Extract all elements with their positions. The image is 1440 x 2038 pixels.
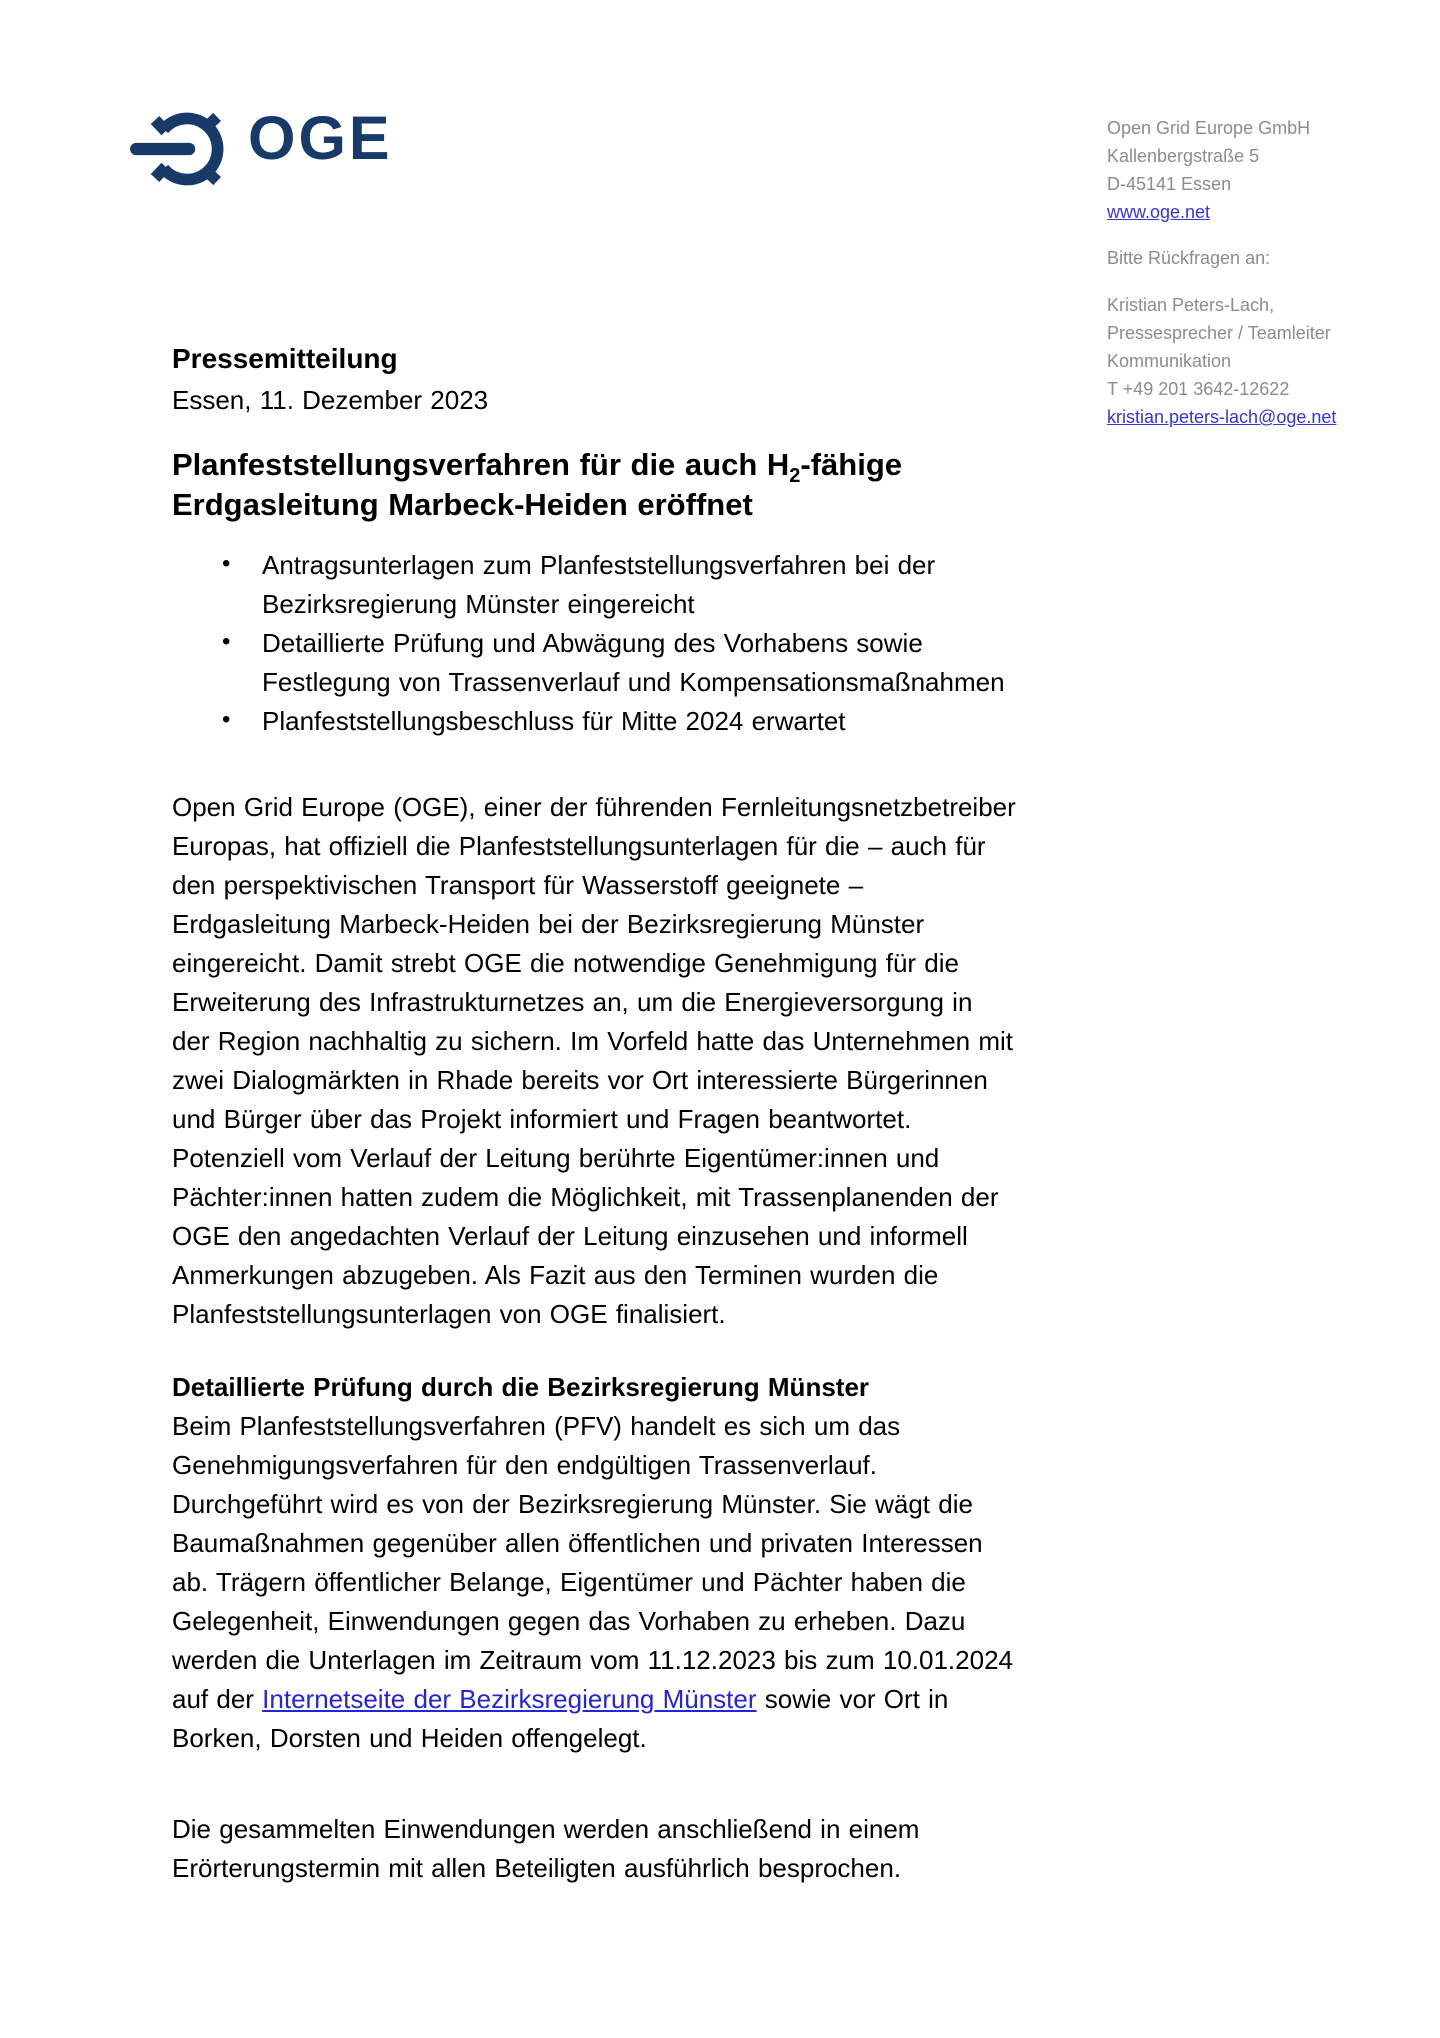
paragraph-1 [172, 788, 1016, 1334]
text-line: Open Grid Europe (OGE), einer der führenden Fernleitungsnetzbetreiber [172, 792, 1016, 822]
bullet-marker-icon: • [222, 706, 231, 733]
text-line: Gelegenheit, Einwendungen gegen das Vorhaben zu erheben. Dazu [172, 1606, 966, 1636]
section-heading: Detaillierte Prüfung durch die Bezirksregierung Münster [172, 1372, 870, 1402]
text-line: und Bürger über das Projekt informiert und Fragen beantwortet. [172, 1104, 912, 1134]
text-line: Antragsunterlagen zum Planfeststellungsverfahren bei der [262, 550, 936, 580]
text-line: Erörterungstermin mit allen Beteiligten ausführlich besprochen. [172, 1853, 902, 1883]
bullet-marker-icon: • [222, 550, 231, 577]
company-street: Kallenbergstraße 5 [1107, 146, 1260, 166]
paragraph-3 [172, 1810, 919, 1888]
text-line: Europas, hat offiziell die Planfeststellungsunterlagen für die – auch für [172, 831, 986, 861]
pipeline-valve-icon [126, 98, 238, 200]
contact-phone: T +49 201 3642-12622 [1107, 379, 1290, 399]
bullet-marker-icon: • [222, 628, 231, 655]
summary-bullet-list [172, 546, 1005, 741]
website-link[interactable]: www.oge.net [1107, 202, 1211, 222]
email-link[interactable]: kristian.peters-lach@oge.net [1107, 407, 1337, 427]
text-line: Planfeststellungsunterlagen von OGE finalisiert. [172, 1299, 726, 1329]
text-line: zwei Dialogmärkten in Rhade bereits vor Ort interessierte Bürgerinnen [172, 1065, 988, 1095]
text-line: OGE den angedachten Verlauf der Leitung einzusehen und informell [172, 1221, 968, 1251]
page-title [172, 445, 902, 525]
contact-intro: Bitte Rückfragen an: [1107, 248, 1271, 268]
text-line: ab. Trägern öffentlicher Belange, Eigentümer und Pächter haben die [172, 1567, 966, 1597]
text-line: der Region nachhaltig zu sichern. Im Vorfeld hatte das Unternehmen mit [172, 1026, 1014, 1056]
contact-sidebar [1107, 114, 1417, 431]
company-city: D-45141 Essen [1107, 174, 1232, 194]
text-line: eingereicht. Damit strebt OGE die notwendige Genehmigung für die [172, 948, 959, 978]
contact-role-2: Kommunikation [1107, 351, 1232, 371]
company-name: Open Grid Europe GmbH [1107, 118, 1311, 138]
title-line-1: Planfeststellungsverfahren für die auch $H_2$-fähige [172, 446, 903, 487]
paragraph-2 [172, 1407, 1013, 1758]
text-line: Planfeststellungsbeschluss für Mitte 2024 erwartet [262, 706, 846, 736]
text-line: Pächter:innen hatten zudem die Möglichkeit, mit Trassenplanenden der [172, 1182, 999, 1212]
contact-role-1: Pressesprecher / Teamleiter [1107, 323, 1331, 343]
bezirksregierung-muenster-link[interactable]: Internetseite der Bezirksregierung Münster [262, 1684, 757, 1714]
list-item [172, 546, 1005, 624]
dateline: Essen, 11. Dezember 2023 [172, 385, 489, 415]
text-line: Erdgasleitung Marbeck-Heiden bei der Bezirksregierung Münster [172, 909, 925, 939]
contact-name: Kristian Peters-Lach, [1107, 295, 1275, 315]
text-line: Genehmigungsverfahren für den endgültigen Trassenverlauf. [172, 1450, 877, 1480]
text-line: Festlegung von Trassenverlauf und Kompensationsmaßnahmen [262, 667, 1005, 697]
text-line: Die gesammelten Einwendungen werden anschließend in einem [172, 1814, 920, 1844]
title-line-2: Erdgasleitung Marbeck-Heiden eröffnet [172, 486, 753, 522]
list-item [172, 624, 1005, 702]
paragraph-2-link-line: auf der Internetseite der Bezirksregierung Münster sowie vor Ort in [172, 1684, 949, 1714]
text-line: den perspektivischen Transport für Wasserstoff geeignete – [172, 870, 864, 900]
paragraph-2-last-line: Borken, Dorsten und Heiden offengelegt. [172, 1723, 647, 1753]
text-line: Detaillierte Prüfung und Abwägung des Vorhabens sowie [262, 628, 923, 658]
oge-logo [126, 92, 446, 202]
h2-subscript: 2 [789, 464, 801, 487]
text-line: Potenziell vom Verlauf der Leitung berührte Eigentümer:innen und [172, 1143, 940, 1173]
oge-wordmark: OGE [248, 104, 393, 172]
text-line: Anmerkungen abzugeben. Als Fazit aus den Terminen wurden die [172, 1260, 939, 1290]
text-line: Beim Planfeststellungsverfahren (PFV) handelt es sich um das [172, 1411, 901, 1441]
text-line: werden die Unterlagen im Zeitraum vom 11.12.2023 bis zum 10.01.2024 [172, 1645, 1013, 1675]
kicker: Pressemitteilung [172, 343, 398, 374]
text-line: Durchgeführt wird es von der Bezirksregierung Münster. Sie wägt die [172, 1489, 973, 1519]
text-line: Erweiterung des Infrastrukturnetzes an, um die Energieversorgung in [172, 987, 973, 1017]
list-item [172, 702, 1005, 741]
text-line: Bezirksregierung Münster eingereicht [262, 589, 695, 619]
text-line: Baumaßnahmen gegenüber allen öffentlichen und privaten Interessen [172, 1528, 983, 1558]
